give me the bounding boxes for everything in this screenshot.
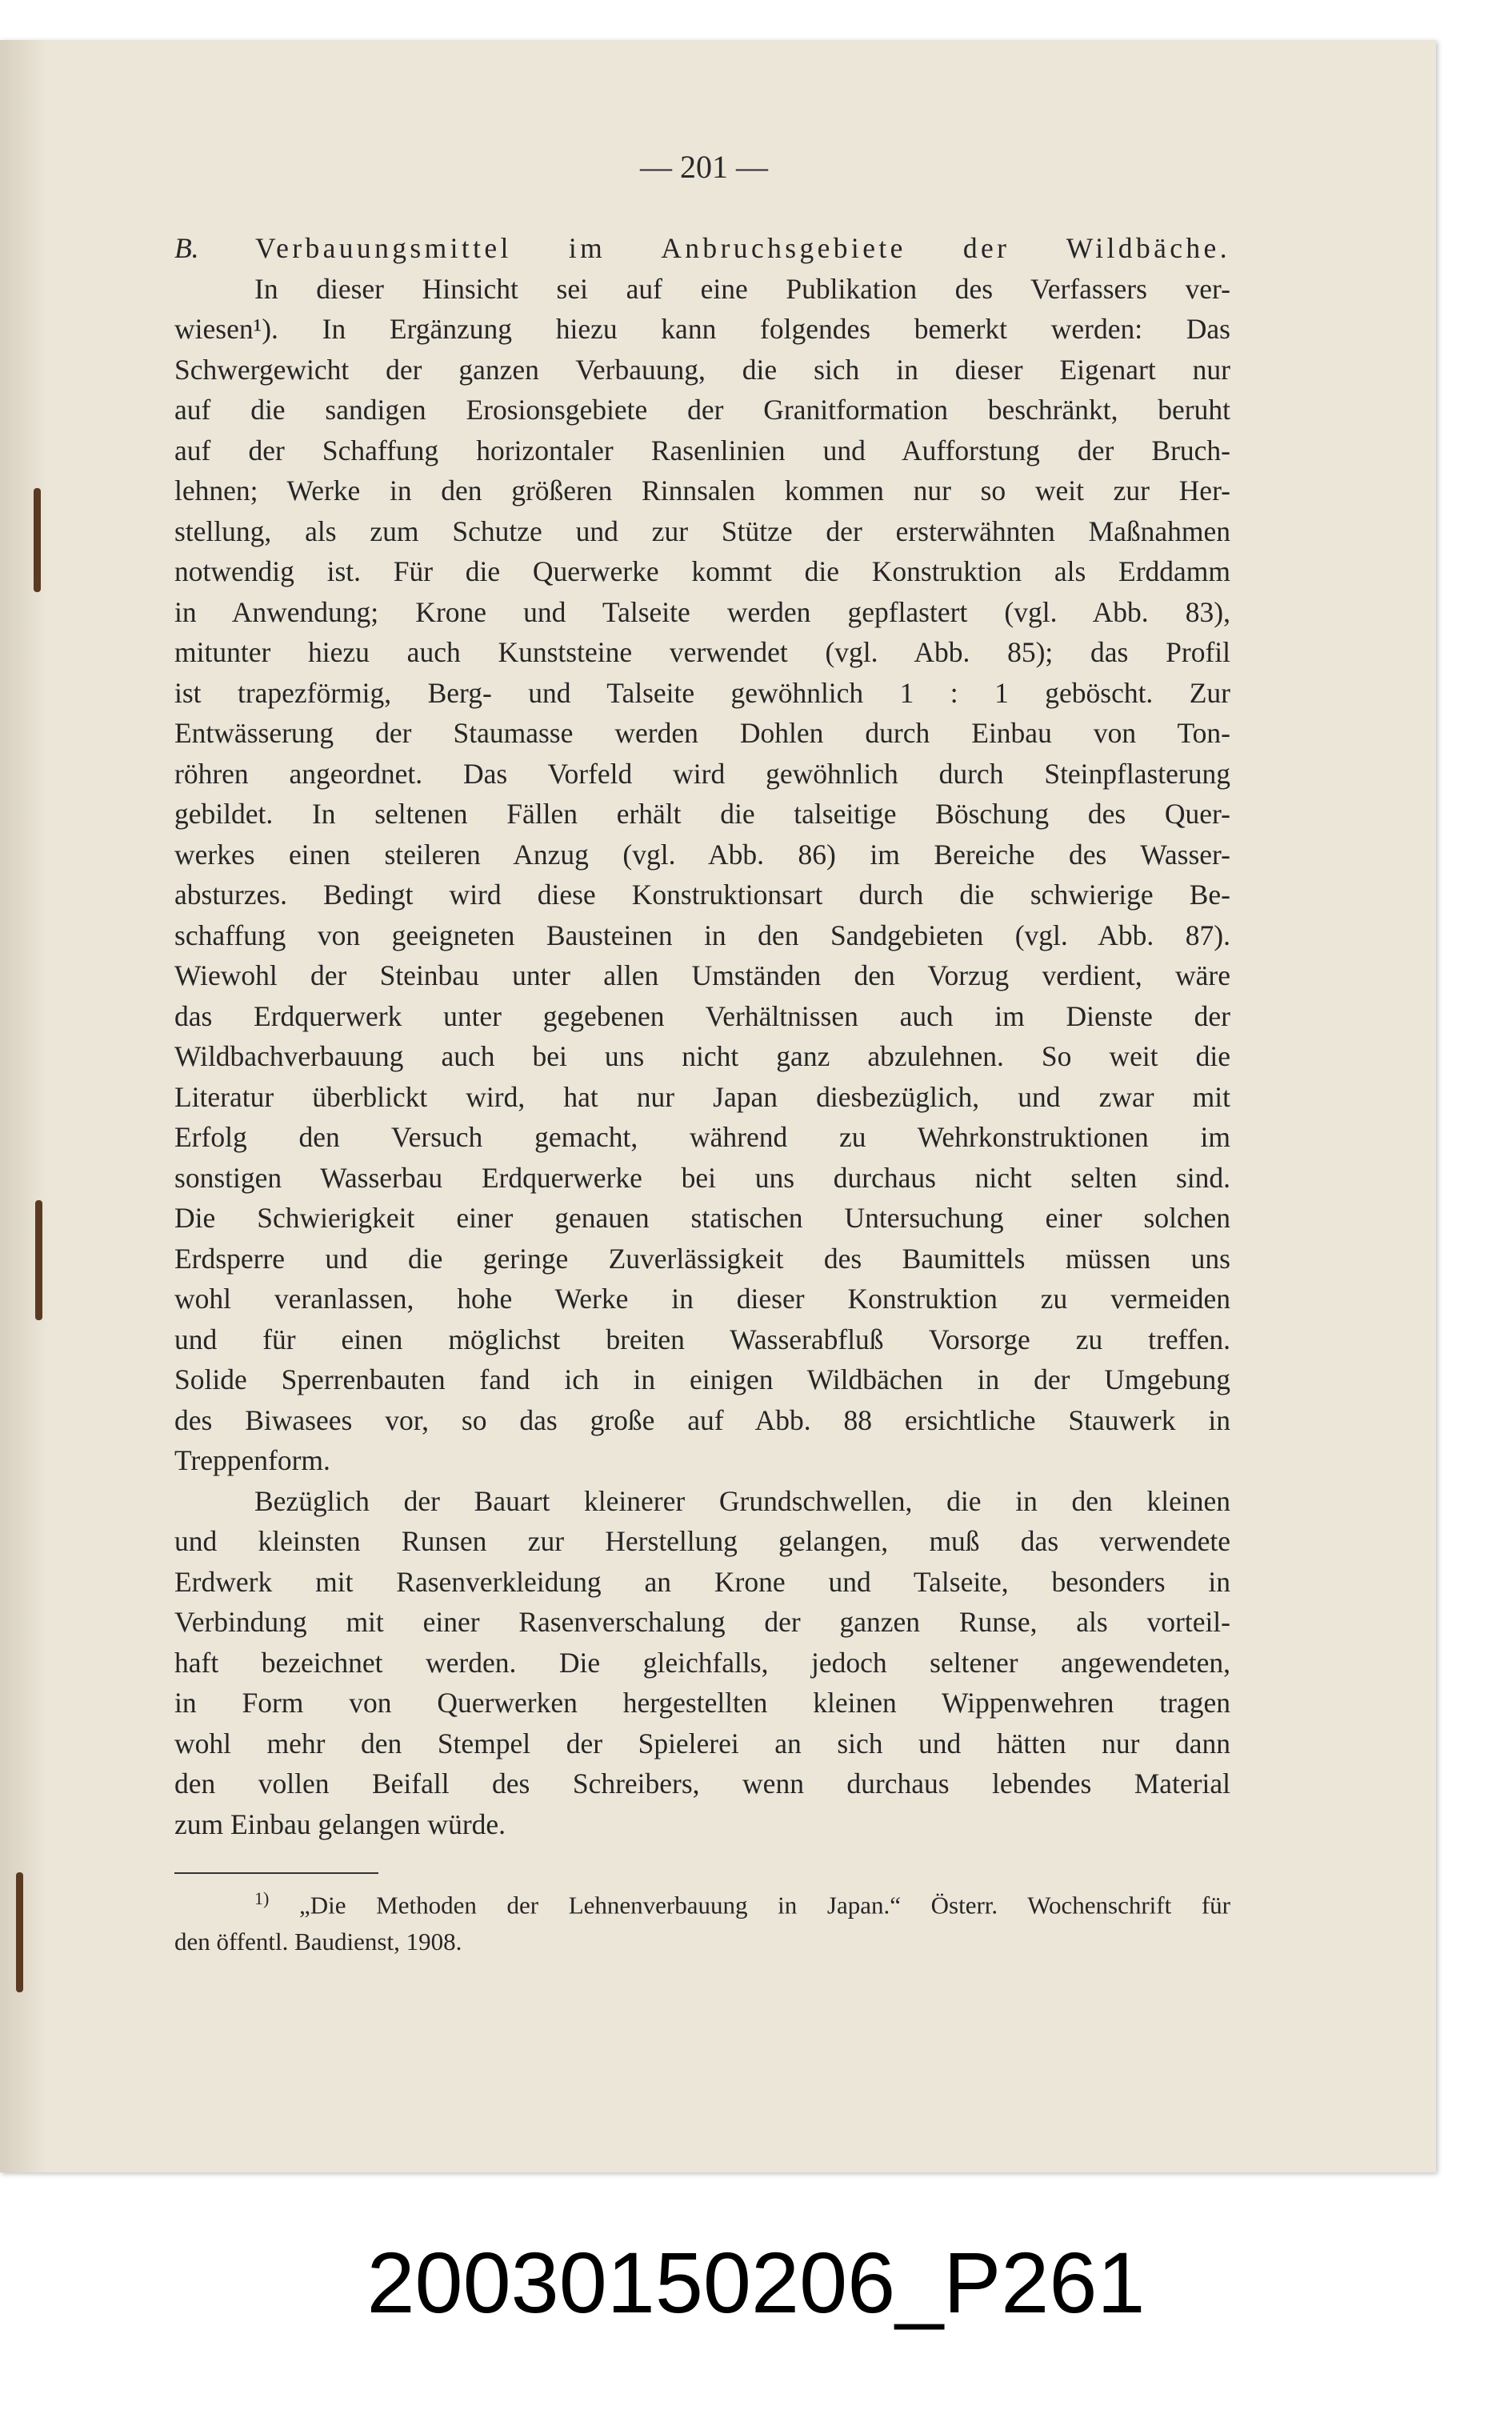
footnote — [174, 1880, 1230, 1960]
text-line: Bezüglich der Bauart kleinerer Grundschwellen, die in den kleinen — [254, 1484, 1230, 1517]
text-line: und kleinsten Runsen zur Herstellung gelangen, muß das verwendete — [174, 1525, 1230, 1557]
text-line: Die Schwierigkeit einer genauen statischen Untersuchung einer solchen — [174, 1202, 1230, 1234]
text-line: ist trapezförmig, Berg- und Talseite gewöhnlich 1 : 1 geböscht. Zur — [174, 676, 1230, 709]
text-line: in Anwendung; Krone und Talseite werden gepflastert (vgl. Abb. 83), — [174, 595, 1230, 628]
text-line: gebildet. In seltenen Fällen erhält die talseitige Böschung des Quer- — [174, 798, 1230, 830]
section-title: Verbauungsmittel im Anbruchsgebiete der Wildbäche. — [254, 232, 1230, 264]
text-line: das Erdquerwerk unter gegebenen Verhältnissen auch im Dienste der — [174, 999, 1230, 1032]
text-line: Erdwerk mit Rasenverkleidung an Krone und Talseite, besonders in — [174, 1565, 1230, 1598]
text-line: sonstigen Wasserbau Erdquerwerke bei uns durchaus nicht selten sind. — [174, 1161, 1230, 1194]
text-line: wohl mehr den Stempel der Spielerei an sich und hätten nur dann — [174, 1727, 1230, 1759]
section-letter: B. — [174, 232, 199, 264]
archive-identifier: 20030150206_P261 — [366, 2234, 1146, 2331]
text-line: zum Einbau gelangen würde. — [174, 1808, 506, 1840]
footnote-divider — [174, 1872, 378, 1874]
staple-mark — [35, 1200, 42, 1320]
text-line: Schwergewicht der ganzen Verbauung, die sich in dieser Eigenart nur — [174, 353, 1230, 386]
text-line: Erdsperre und die geringe Zuverlässigkeit des Baumittels müssen uns — [174, 1242, 1230, 1275]
text-line: Solide Sperrenbauten fand ich in einigen Wildbächen in der Umgebung — [174, 1363, 1230, 1395]
text-line: des Biwasees vor, so das große auf Abb. 88 ersichtliche Stauwerk in — [174, 1403, 1230, 1436]
spine-shadow — [0, 40, 48, 2172]
footnote-text: „Die Methoden der Lehnenverbauung in Japan.“ Österr. Wochenschrift für — [298, 1891, 1231, 1920]
text-line: In dieser Hinsicht sei auf eine Publikation des Verfassers ver- — [254, 272, 1230, 305]
text-line: Treppenform. — [174, 1444, 330, 1476]
text-line: wohl veranlassen, hohe Werke in dieser Konstruktion zu vermeiden — [174, 1283, 1230, 1315]
text-line: und für einen möglichst breiten Wasserabfluß Vorsorge zu treffen. — [174, 1323, 1230, 1355]
text-line: haft bezeichnet werden. Die gleichfalls, jedoch seltener angewendeten, — [174, 1646, 1230, 1679]
staple-mark — [16, 1872, 23, 1992]
text-line: Wildbachverbauung auch bei uns nicht ganz abzulehnen. So weit die — [174, 1040, 1230, 1072]
text-line: Wiewohl der Steinbau unter allen Umständen den Vorzug verdient, wäre — [174, 959, 1230, 991]
text-line: lehnen; Werke in den größeren Rinnsalen kommen nur so weit zur Her- — [174, 474, 1230, 506]
text-line: auf die sandigen Erosionsgebiete der Granitformation beschränkt, beruht — [174, 394, 1230, 426]
text-line: mitunter hiezu auch Kunststeine verwendet (vgl. Abb. 85); das Profil — [174, 636, 1230, 668]
text-line: den vollen Beifall des Schreibers, wenn durchaus lebendes Material — [174, 1767, 1230, 1799]
text-line: Literatur überblickt wird, hat nur Japan diesbezüglich, und zwar mit — [174, 1080, 1230, 1113]
text-line: notwendig ist. Für die Querwerke kommt die Konstruktion als Erddamm — [174, 555, 1230, 587]
body-text — [174, 228, 1230, 1844]
text-line: absturzes. Bedingt wird diese Konstruktionsart durch die schwierige Be- — [174, 879, 1230, 911]
page-number: — 201 — — [640, 149, 768, 185]
text-line: in Form von Querwerken hergestellten kleinen Wippenwehren tragen — [174, 1687, 1230, 1719]
staple-mark — [34, 488, 41, 592]
text-line: Verbindung mit einer Rasenverschalung der ganzen Runse, als vorteil- — [174, 1606, 1230, 1638]
footnote-line — [174, 1880, 1230, 1924]
paragraph-lines — [174, 269, 1230, 1845]
footnote-marker: 1) — [254, 1888, 270, 1908]
text-line: schaffung von geeigneten Bausteinen in den Sandgebieten (vgl. Abb. 87). — [174, 919, 1230, 951]
text-line: auf der Schaffung horizontaler Rasenlinien und Aufforstung der Bruch- — [174, 434, 1230, 466]
section-heading — [174, 228, 1230, 269]
text-line: wiesen¹). In Ergänzung hiezu kann folgendes bemerkt werden: Das — [174, 313, 1230, 345]
text-line: röhren angeordnet. Das Vorfeld wird gewöhnlich durch Steinpflasterung — [174, 757, 1230, 790]
text-line: Erfolg den Versuch gemacht, während zu Wehrkonstruktionen im — [174, 1121, 1230, 1153]
text-line: stellung, als zum Schutze und zur Stütze der ersterwähnten Maßnahmen — [174, 514, 1230, 547]
footnote-line: den öffentl. Baudienst, 1908. — [174, 1928, 462, 1956]
text-line: Entwässerung der Staumasse werden Dohlen durch Einbau von Ton- — [174, 717, 1230, 749]
text-line: werkes einen steileren Anzug (vgl. Abb. 86) im Bereiche des Wasser- — [174, 838, 1230, 871]
